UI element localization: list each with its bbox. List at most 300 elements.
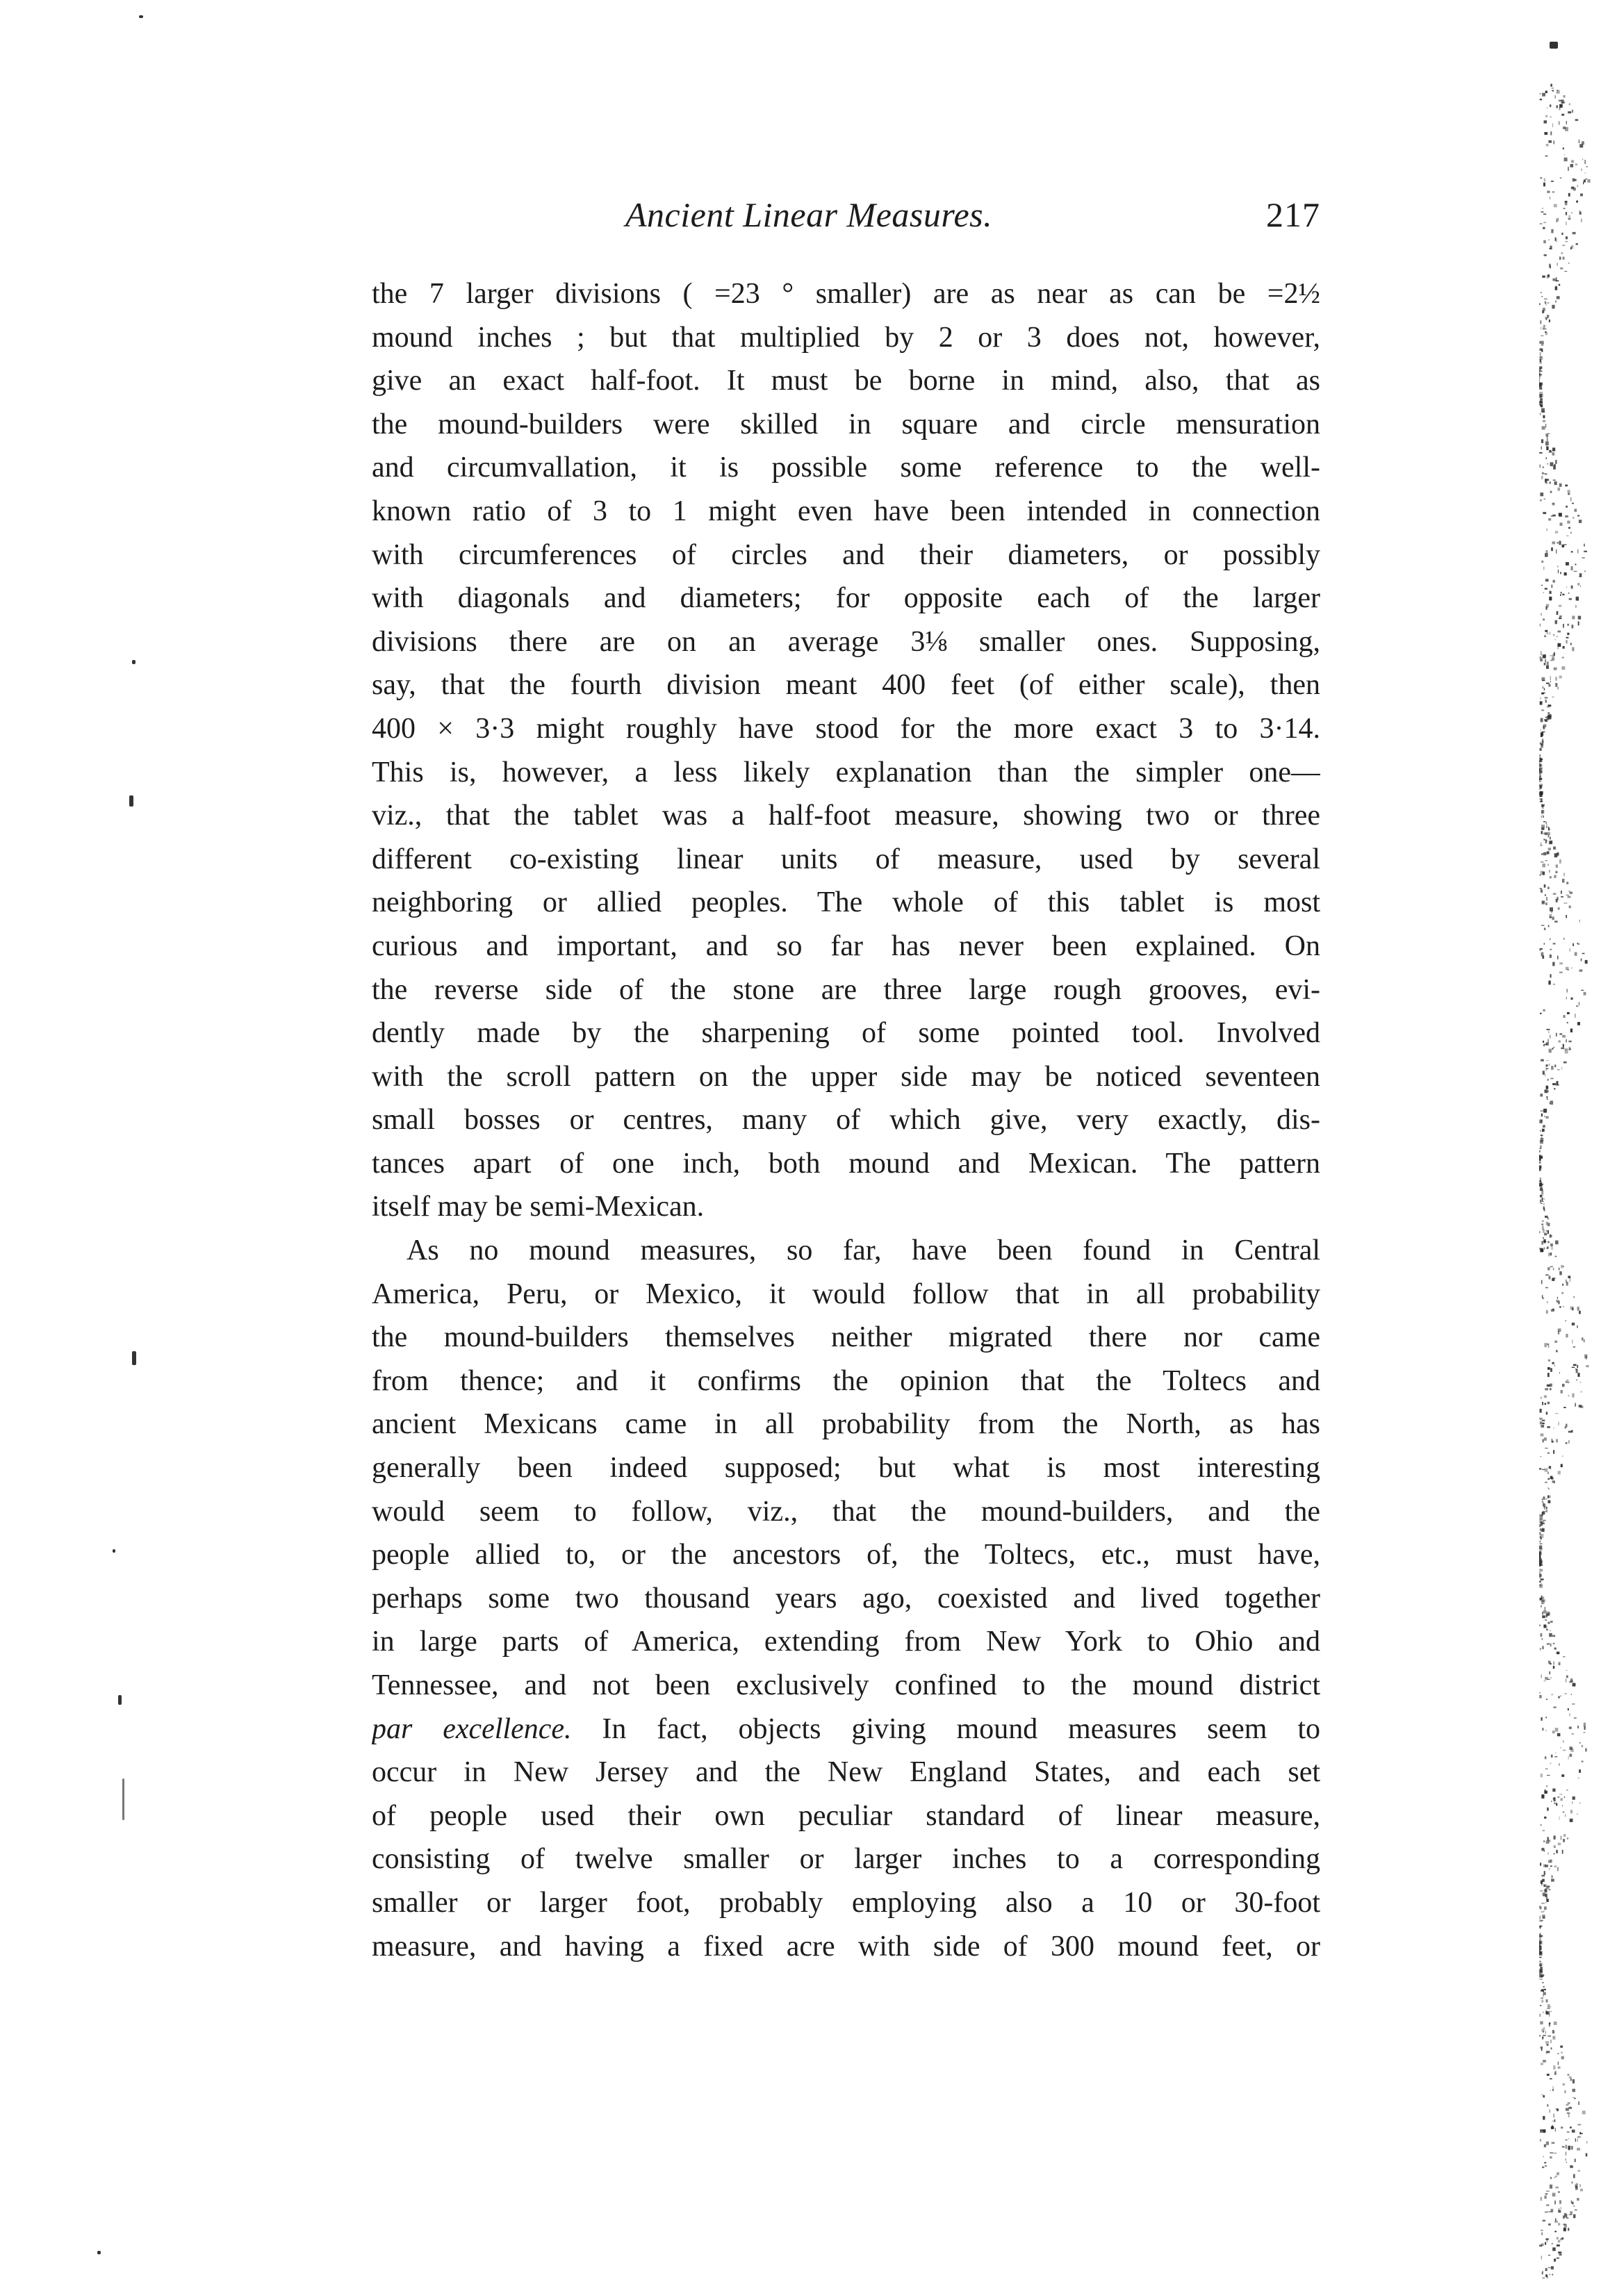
noise-speck <box>1550 1621 1553 1623</box>
noise-speck <box>1562 2147 1565 2148</box>
noise-speck <box>1553 653 1554 657</box>
noise-speck <box>1547 1622 1550 1624</box>
text-line: give an exact half-foot. It must be borne in mind, also, that as <box>372 365 1320 397</box>
noise-speck <box>1546 1626 1547 1630</box>
noise-speck <box>1539 949 1541 951</box>
noise-speck <box>1549 2023 1550 2026</box>
noise-speck <box>1570 497 1571 502</box>
noise-speck <box>1540 801 1541 802</box>
noise-speck <box>1566 1442 1568 1444</box>
noise-speck <box>1558 907 1560 910</box>
noise-speck <box>1541 1911 1544 1913</box>
noise-speck <box>1566 1424 1567 1428</box>
noise-speck <box>1540 701 1543 704</box>
noise-speck <box>1566 882 1568 884</box>
noise-speck <box>1539 1927 1541 1929</box>
noise-speck <box>1566 2162 1567 2163</box>
noise-speck <box>1539 373 1541 377</box>
noise-speck <box>1554 668 1557 670</box>
noise-speck <box>1541 561 1543 563</box>
noise-speck <box>1544 298 1547 299</box>
noise-speck <box>1576 1006 1579 1007</box>
noise-speck <box>1544 473 1546 474</box>
noise-speck <box>1543 2156 1544 2158</box>
noise-speck <box>1551 515 1554 517</box>
noise-speck <box>1563 624 1564 628</box>
noise-speck <box>1545 1388 1548 1390</box>
noise-speck <box>1550 1644 1552 1646</box>
noise-speck <box>1541 292 1543 293</box>
noise-speck <box>1558 2192 1560 2193</box>
noise-speck <box>1552 2030 1554 2033</box>
noise-speck <box>1539 1180 1541 1182</box>
noise-speck <box>1547 2239 1548 2243</box>
noise-speck <box>1548 684 1550 687</box>
noise-speck <box>1555 2218 1557 2221</box>
noise-speck <box>1545 2211 1548 2213</box>
noise-speck <box>1541 585 1543 586</box>
noise-speck <box>1541 651 1542 655</box>
noise-speck <box>1584 1726 1586 1730</box>
noise-speck <box>1582 953 1585 955</box>
noise-speck <box>1582 158 1583 160</box>
noise-speck <box>1540 1970 1543 1972</box>
noise-speck <box>1561 99 1563 104</box>
noise-speck <box>1543 1109 1547 1113</box>
binding-edge-noise <box>1532 83 1595 2279</box>
text-line: of people used their own peculiar standard of linear measure, <box>372 1799 1320 1832</box>
running-title: Ancient Linear Measures. <box>625 195 993 234</box>
noise-speck <box>1563 1656 1566 1658</box>
noise-speck <box>1541 843 1542 845</box>
noise-speck <box>1586 2141 1587 2143</box>
noise-speck <box>1563 1839 1565 1842</box>
noise-speck <box>1540 1093 1543 1096</box>
noise-speck <box>1540 1248 1543 1253</box>
noise-speck <box>1548 981 1550 985</box>
noise-speck <box>1544 1343 1547 1347</box>
noise-speck <box>1557 296 1560 299</box>
noise-speck <box>1556 865 1558 868</box>
noise-speck <box>1570 1820 1573 1822</box>
noise-speck <box>1539 874 1541 876</box>
noise-speck <box>1541 1397 1542 1399</box>
noise-speck <box>1539 658 1542 659</box>
noise-speck <box>1570 892 1573 894</box>
noise-speck <box>1557 2245 1560 2247</box>
noise-speck <box>1540 1585 1543 1588</box>
noise-speck <box>1559 1033 1562 1035</box>
noise-speck <box>1550 1244 1553 1246</box>
noise-speck <box>1546 2011 1550 2015</box>
noise-speck <box>1540 1863 1541 1865</box>
noise-speck <box>1566 1048 1568 1050</box>
noise-speck <box>1547 2004 1550 2008</box>
noise-speck <box>1554 2221 1558 2223</box>
noise-speck <box>1553 984 1555 985</box>
noise-speck <box>1575 509 1577 511</box>
noise-speck <box>1566 236 1568 239</box>
noise-speck <box>1541 1596 1543 1599</box>
noise-speck <box>1557 1300 1559 1303</box>
noise-speck <box>1577 185 1579 187</box>
noise-speck <box>1561 592 1562 594</box>
noise-speck <box>1539 382 1541 383</box>
noise-speck <box>1566 915 1567 918</box>
noise-speck <box>1542 1498 1543 1500</box>
noise-speck <box>1539 1166 1541 1169</box>
noise-speck <box>1552 962 1554 966</box>
noise-speck <box>1570 164 1574 167</box>
noise-speck <box>1542 813 1543 814</box>
noise-speck <box>1547 438 1548 442</box>
noise-speck <box>1559 1040 1561 1042</box>
noise-speck <box>1558 570 1559 573</box>
noise-speck <box>1561 1048 1564 1050</box>
noise-speck <box>1554 2231 1557 2232</box>
noise-speck <box>1547 1029 1550 1030</box>
noise-speck <box>1579 212 1582 215</box>
noise-speck <box>1584 1354 1587 1358</box>
noise-speck <box>1565 201 1568 206</box>
noise-speck <box>1569 1727 1572 1729</box>
noise-speck <box>1567 1012 1570 1014</box>
noise-speck <box>1548 1346 1549 1348</box>
noise-speck <box>1566 586 1567 588</box>
noise-speck <box>1541 1203 1543 1204</box>
noise-speck <box>1539 303 1541 305</box>
noise-speck <box>1540 1890 1543 1892</box>
noise-speck <box>1559 859 1561 864</box>
noise-speck <box>1550 1860 1552 1863</box>
noise-speck <box>1565 485 1568 487</box>
noise-speck <box>1575 2210 1577 2211</box>
noise-speck <box>1543 183 1545 187</box>
noise-speck <box>1554 481 1557 485</box>
noise-speck <box>1539 452 1542 454</box>
noise-speck <box>1579 2184 1581 2187</box>
noise-speck <box>1579 1311 1581 1314</box>
noise-speck <box>1539 1916 1541 1920</box>
noise-speck <box>1543 1989 1546 1990</box>
noise-speck <box>1546 1899 1548 1902</box>
noise-speck <box>1552 1694 1553 1696</box>
noise-speck <box>1543 618 1545 620</box>
noise-speck <box>1540 1409 1542 1413</box>
noise-speck <box>1586 1365 1588 1367</box>
noise-speck <box>1561 2052 1563 2054</box>
noise-speck <box>1586 2153 1588 2156</box>
noise-speck <box>1568 493 1570 495</box>
noise-speck <box>1561 114 1564 116</box>
noise-speck <box>1545 2243 1546 2245</box>
scan-speck <box>129 795 133 807</box>
noise-speck <box>1551 181 1554 182</box>
noise-speck <box>1543 240 1546 244</box>
noise-speck <box>1551 2209 1554 2213</box>
noise-speck <box>1555 871 1557 873</box>
noise-speck <box>1557 1850 1558 1853</box>
noise-speck <box>1552 585 1553 588</box>
noise-speck <box>1557 90 1558 91</box>
noise-speck <box>1575 605 1577 608</box>
noise-speck <box>1577 1325 1578 1328</box>
noise-speck <box>1566 1039 1567 1043</box>
noise-speck <box>1539 2014 1541 2017</box>
noise-speck <box>1541 2130 1543 2131</box>
noise-speck <box>1558 2252 1561 2254</box>
noise-speck <box>1559 1268 1560 1271</box>
noise-speck <box>1547 2074 1550 2076</box>
noise-speck <box>1539 1231 1540 1233</box>
noise-speck <box>1572 503 1574 504</box>
noise-speck <box>1546 1064 1548 1066</box>
noise-speck <box>1584 181 1586 182</box>
noise-speck <box>1557 956 1559 959</box>
noise-speck <box>1540 888 1543 889</box>
text-line: and circumvallation, it is possible some reference to the well- <box>372 452 1320 484</box>
text-line: mound inches ; but that multiplied by 2 or 3 does not, however, <box>372 321 1320 354</box>
noise-speck <box>1541 743 1543 747</box>
noise-speck <box>1545 1619 1547 1621</box>
noise-speck <box>1539 1946 1541 1949</box>
noise-speck <box>1542 1225 1544 1230</box>
noise-speck <box>1573 1296 1575 1298</box>
noise-speck <box>1571 1430 1573 1433</box>
noise-speck <box>1552 1278 1554 1281</box>
noise-speck <box>1545 894 1546 895</box>
noise-speck <box>1586 166 1587 167</box>
noise-speck <box>1539 1418 1543 1419</box>
noise-speck <box>1547 1090 1549 1093</box>
noise-speck <box>1539 1546 1542 1549</box>
noise-speck <box>1574 571 1577 572</box>
noise-speck <box>1543 2116 1545 2120</box>
noise-speck <box>1558 2067 1561 2069</box>
noise-speck <box>1551 1247 1552 1250</box>
noise-speck <box>1572 1323 1575 1325</box>
noise-speck <box>1547 1453 1550 1454</box>
noise-speck <box>1546 2190 1550 2192</box>
noise-speck <box>1539 1151 1540 1153</box>
noise-speck <box>1542 1615 1545 1618</box>
noise-speck <box>1545 1482 1547 1483</box>
noise-speck <box>1571 968 1573 969</box>
noise-speck <box>1545 1287 1548 1289</box>
noise-speck <box>1547 1039 1549 1043</box>
noise-speck <box>1560 1836 1561 1840</box>
noise-speck <box>1546 825 1547 828</box>
noise-speck <box>1541 853 1543 854</box>
noise-speck <box>1577 2148 1580 2151</box>
noise-speck <box>1549 1049 1552 1053</box>
noise-speck <box>1549 2109 1550 2113</box>
noise-speck <box>1573 179 1575 182</box>
noise-speck <box>1540 1184 1542 1187</box>
noise-speck <box>1545 1756 1547 1759</box>
noise-speck <box>1579 210 1580 211</box>
scan-speck <box>1550 42 1558 49</box>
noise-speck <box>1539 1555 1540 1560</box>
noise-speck <box>1545 91 1547 94</box>
noise-speck <box>1555 531 1558 533</box>
noise-speck <box>1547 1644 1550 1645</box>
noise-speck <box>1572 1307 1573 1310</box>
noise-speck <box>1573 943 1574 946</box>
noise-speck <box>1571 2200 1573 2204</box>
noise-speck <box>1558 2223 1560 2226</box>
noise-speck <box>1541 1848 1544 1851</box>
noise-speck <box>1557 643 1561 647</box>
noise-speck <box>1554 2153 1557 2154</box>
noise-speck <box>1564 572 1567 575</box>
noise-speck <box>1560 572 1561 574</box>
noise-speck <box>1561 1774 1564 1777</box>
noise-speck <box>1539 1519 1541 1523</box>
noise-speck <box>1548 834 1550 837</box>
noise-speck <box>1541 1191 1543 1194</box>
noise-speck <box>1555 301 1557 303</box>
noise-speck <box>1550 462 1554 466</box>
noise-speck <box>1541 925 1545 926</box>
noise-speck <box>1544 2145 1546 2147</box>
noise-speck <box>1555 1256 1557 1257</box>
noise-speck <box>1553 943 1556 944</box>
noise-speck <box>1571 2146 1573 2149</box>
noise-speck <box>1585 173 1586 174</box>
noise-speck <box>1567 624 1569 625</box>
noise-speck <box>1562 1850 1563 1854</box>
noise-speck <box>1558 1797 1560 1798</box>
noise-speck <box>1563 1306 1564 1307</box>
noise-speck <box>1547 704 1551 707</box>
noise-speck <box>1573 2089 1576 2092</box>
noise-speck <box>1556 550 1557 554</box>
noise-speck <box>1543 328 1545 330</box>
noise-speck <box>1539 379 1540 381</box>
noise-speck <box>1554 95 1556 98</box>
noise-speck <box>1547 1478 1550 1480</box>
noise-speck <box>1539 1625 1541 1626</box>
noise-speck <box>1585 1748 1587 1751</box>
noise-speck <box>1561 666 1565 670</box>
noise-speck <box>1575 2187 1578 2190</box>
noise-speck <box>1546 1310 1548 1314</box>
noise-speck <box>1570 2079 1573 2081</box>
noise-speck <box>1539 2035 1541 2037</box>
noise-speck <box>1583 1732 1585 1733</box>
noise-speck <box>1554 1803 1555 1804</box>
noise-speck <box>1554 1756 1557 1758</box>
noise-speck <box>1562 656 1564 658</box>
noise-speck <box>1543 1992 1546 1995</box>
noise-speck <box>1542 2232 1543 2235</box>
noise-speck <box>1547 1373 1550 1377</box>
noise-speck <box>1570 247 1572 249</box>
noise-speck <box>1584 1723 1586 1727</box>
noise-speck <box>1580 2189 1583 2192</box>
noise-speck <box>1544 2162 1546 2163</box>
noise-speck <box>1568 2228 1569 2231</box>
noise-speck <box>1540 2047 1543 2049</box>
noise-speck <box>1566 640 1567 643</box>
noise-speck <box>1564 158 1568 161</box>
noise-speck <box>1564 271 1567 272</box>
noise-speck <box>1548 140 1552 143</box>
noise-speck <box>1547 1775 1550 1776</box>
noise-speck <box>1550 131 1552 135</box>
noise-speck <box>1566 1676 1568 1678</box>
noise-speck <box>1570 1810 1573 1813</box>
noise-speck <box>1544 1233 1547 1236</box>
noise-speck <box>1552 124 1553 128</box>
noise-speck <box>1541 2000 1543 2003</box>
noise-speck <box>1541 827 1544 830</box>
noise-speck <box>1554 1064 1556 1067</box>
noise-speck <box>1545 606 1547 610</box>
noise-speck <box>1570 1278 1571 1282</box>
noise-speck <box>1563 147 1564 149</box>
noise-speck <box>1579 144 1583 147</box>
noise-speck <box>1559 1763 1560 1766</box>
noise-speck <box>1546 1886 1550 1890</box>
noise-speck <box>1546 1507 1547 1510</box>
noise-speck <box>1561 1390 1563 1394</box>
noise-speck <box>1544 719 1545 721</box>
noise-speck <box>1543 872 1545 875</box>
noise-speck <box>1539 388 1542 390</box>
noise-speck <box>1539 773 1541 775</box>
noise-speck <box>1557 2172 1559 2175</box>
noise-speck <box>1540 2005 1541 2006</box>
noise-speck <box>1546 1248 1548 1249</box>
noise-speck <box>1539 1532 1541 1535</box>
noise-speck <box>1541 741 1544 744</box>
noise-speck <box>1543 1610 1546 1614</box>
noise-speck <box>1572 1367 1575 1369</box>
noise-speck <box>1541 1794 1544 1799</box>
noise-speck <box>1562 1384 1565 1387</box>
noise-speck <box>1541 1201 1543 1202</box>
text-line: This is, however, a less likely explanation than the simpler one— <box>372 756 1320 788</box>
noise-speck <box>1569 104 1570 106</box>
noise-speck <box>1559 2200 1561 2204</box>
noise-speck <box>1564 2090 1566 2093</box>
noise-speck <box>1541 1997 1543 1999</box>
noise-speck <box>1541 411 1543 413</box>
noise-speck <box>1564 154 1566 155</box>
noise-speck <box>1546 2010 1547 2011</box>
noise-speck <box>1557 263 1558 265</box>
text-line: would seem to follow, viz., that the mound-builders, and the <box>372 1495 1320 1528</box>
noise-speck <box>1568 1382 1570 1384</box>
noise-speck <box>1550 481 1551 484</box>
noise-speck <box>1559 104 1563 108</box>
noise-speck <box>1539 1120 1542 1123</box>
noise-speck <box>1555 1728 1559 1732</box>
noise-speck <box>1557 106 1558 108</box>
noise-speck <box>1570 2126 1572 2128</box>
noise-speck <box>1565 2152 1566 2155</box>
noise-speck <box>1569 2076 1572 2079</box>
text-line-mixed <box>372 1708 1320 1751</box>
text-line: known ratio of 3 to 1 might even have been intended in connection <box>372 495 1320 527</box>
noise-speck <box>1548 1360 1550 1362</box>
noise-speck <box>1543 2277 1545 2279</box>
noise-speck <box>1550 2177 1552 2179</box>
noise-speck <box>1581 219 1582 222</box>
noise-speck <box>1568 891 1570 892</box>
